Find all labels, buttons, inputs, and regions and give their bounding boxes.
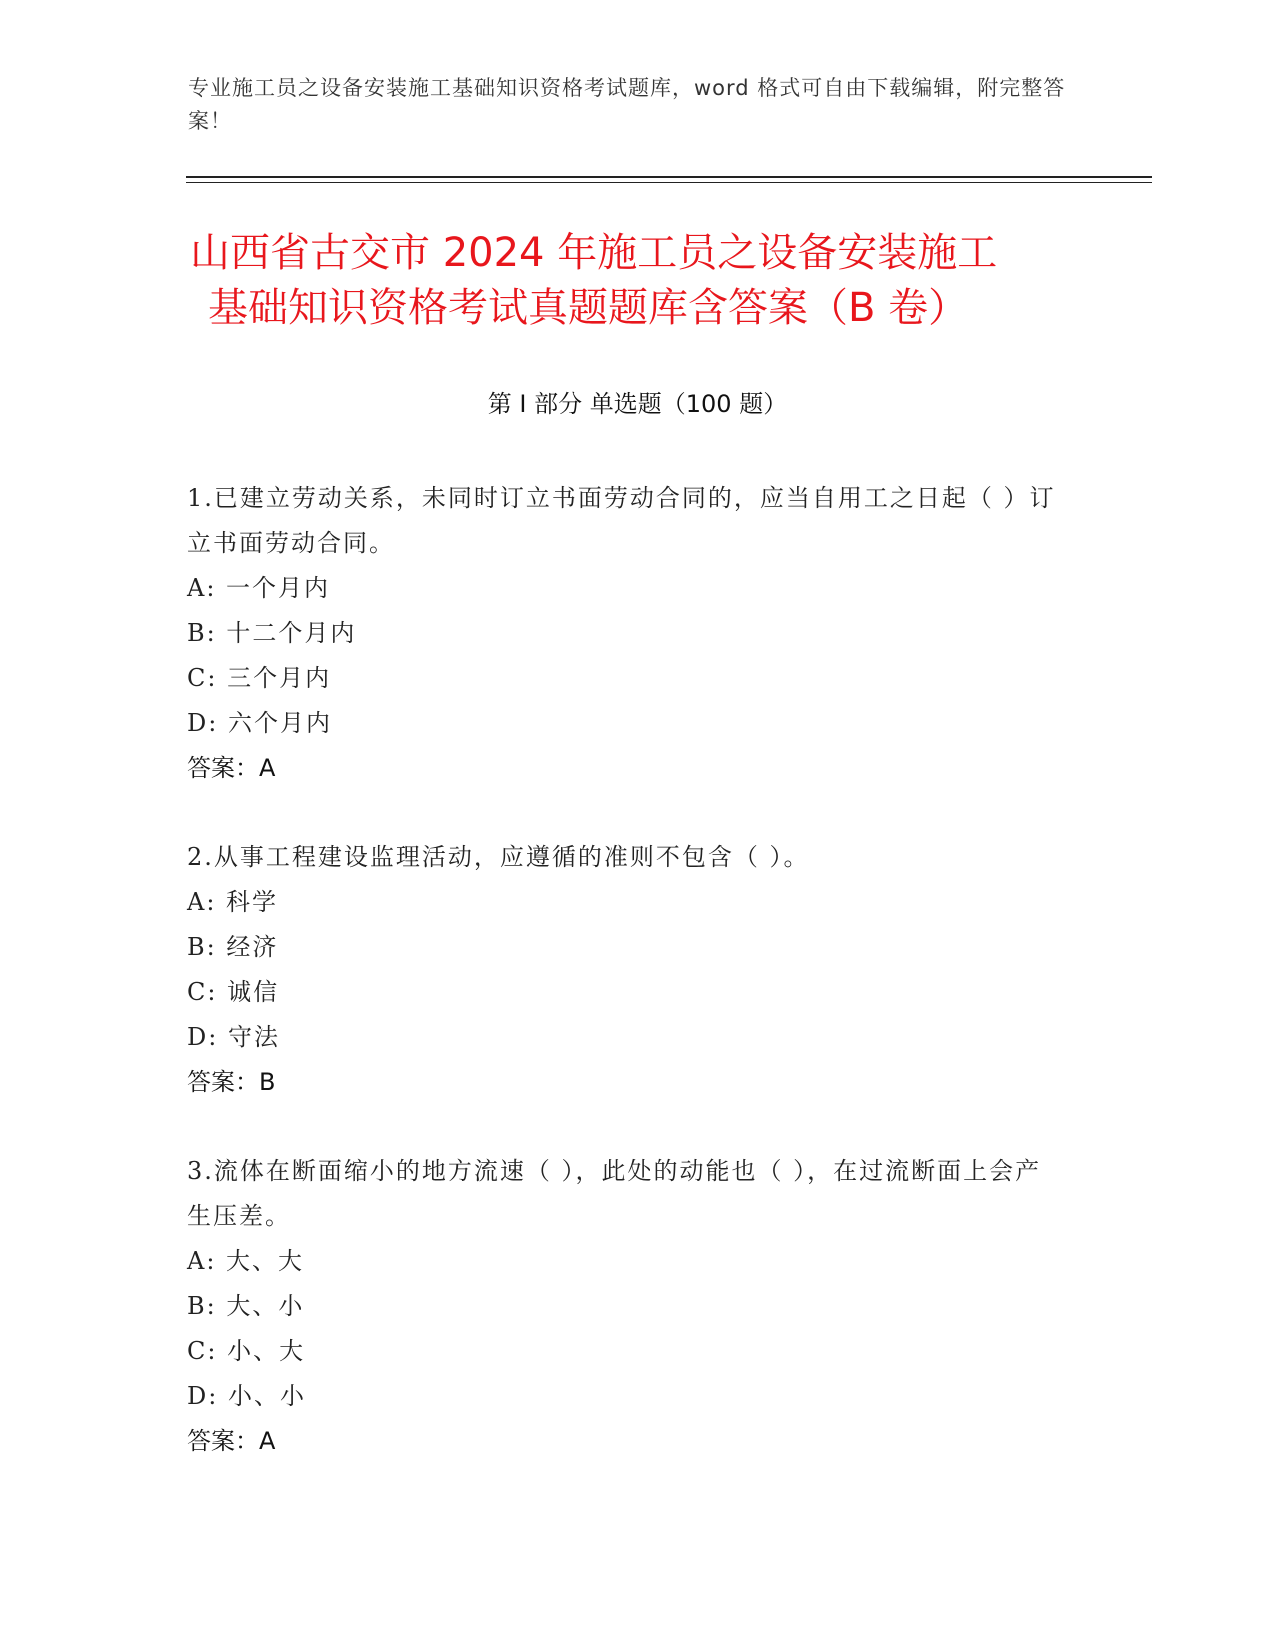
option-b: B: 十二个月内 (187, 619, 357, 647)
document-title (190, 226, 1090, 336)
title-line-1: 山西省古交市 2024 年施工员之设备安装施工 (190, 230, 998, 276)
option-c: C: 小、大 (187, 1337, 306, 1365)
question-item (187, 476, 1067, 791)
option-d: D: 守法 (187, 1023, 280, 1051)
option-a: A: 科学 (187, 888, 279, 916)
title-line-2: 基础知识资格考试真题题库含答案（B 卷） (208, 285, 969, 331)
option-b: B: 大、小 (187, 1292, 305, 1320)
option-b: B: 经济 (187, 933, 279, 961)
header-divider-thin (186, 182, 1152, 183)
answer-line: 答案：A (187, 1427, 276, 1455)
option-d: D: 六个月内 (187, 709, 332, 737)
option-a: A: 一个月内 (187, 574, 331, 602)
answer-line: 答案：A (187, 754, 276, 782)
question-list (187, 476, 1067, 1508)
question-text: 1.已建立劳动关系，未同时订立书面劳动合同的，应当自用工之日起（ ）订立书面劳动合同。 (187, 484, 1056, 557)
option-c: C: 诚信 (187, 978, 280, 1006)
option-a: A: 大、大 (187, 1247, 305, 1275)
question-item (187, 835, 1067, 1105)
question-text: 3.流体在断面缩小的地方流速（ ），此处的动能也（ ），在过流断面上会产生压差。 (187, 1157, 1042, 1230)
option-c: C: 三个月内 (187, 664, 332, 692)
question-text: 2.从事工程建设监理活动，应遵循的准则不包含（ ）。 (187, 843, 810, 871)
option-d: D: 小、小 (187, 1382, 306, 1410)
question-item (187, 1149, 1067, 1464)
header-divider-thick (186, 176, 1152, 178)
answer-line: 答案：B (187, 1068, 276, 1096)
header-note: 专业施工员之设备安装施工基础知识资格考试题库，word 格式可自由下载编辑，附完整答案！ (188, 76, 1066, 133)
section-heading: 第 I 部分 单选题（100 题） (487, 390, 788, 418)
